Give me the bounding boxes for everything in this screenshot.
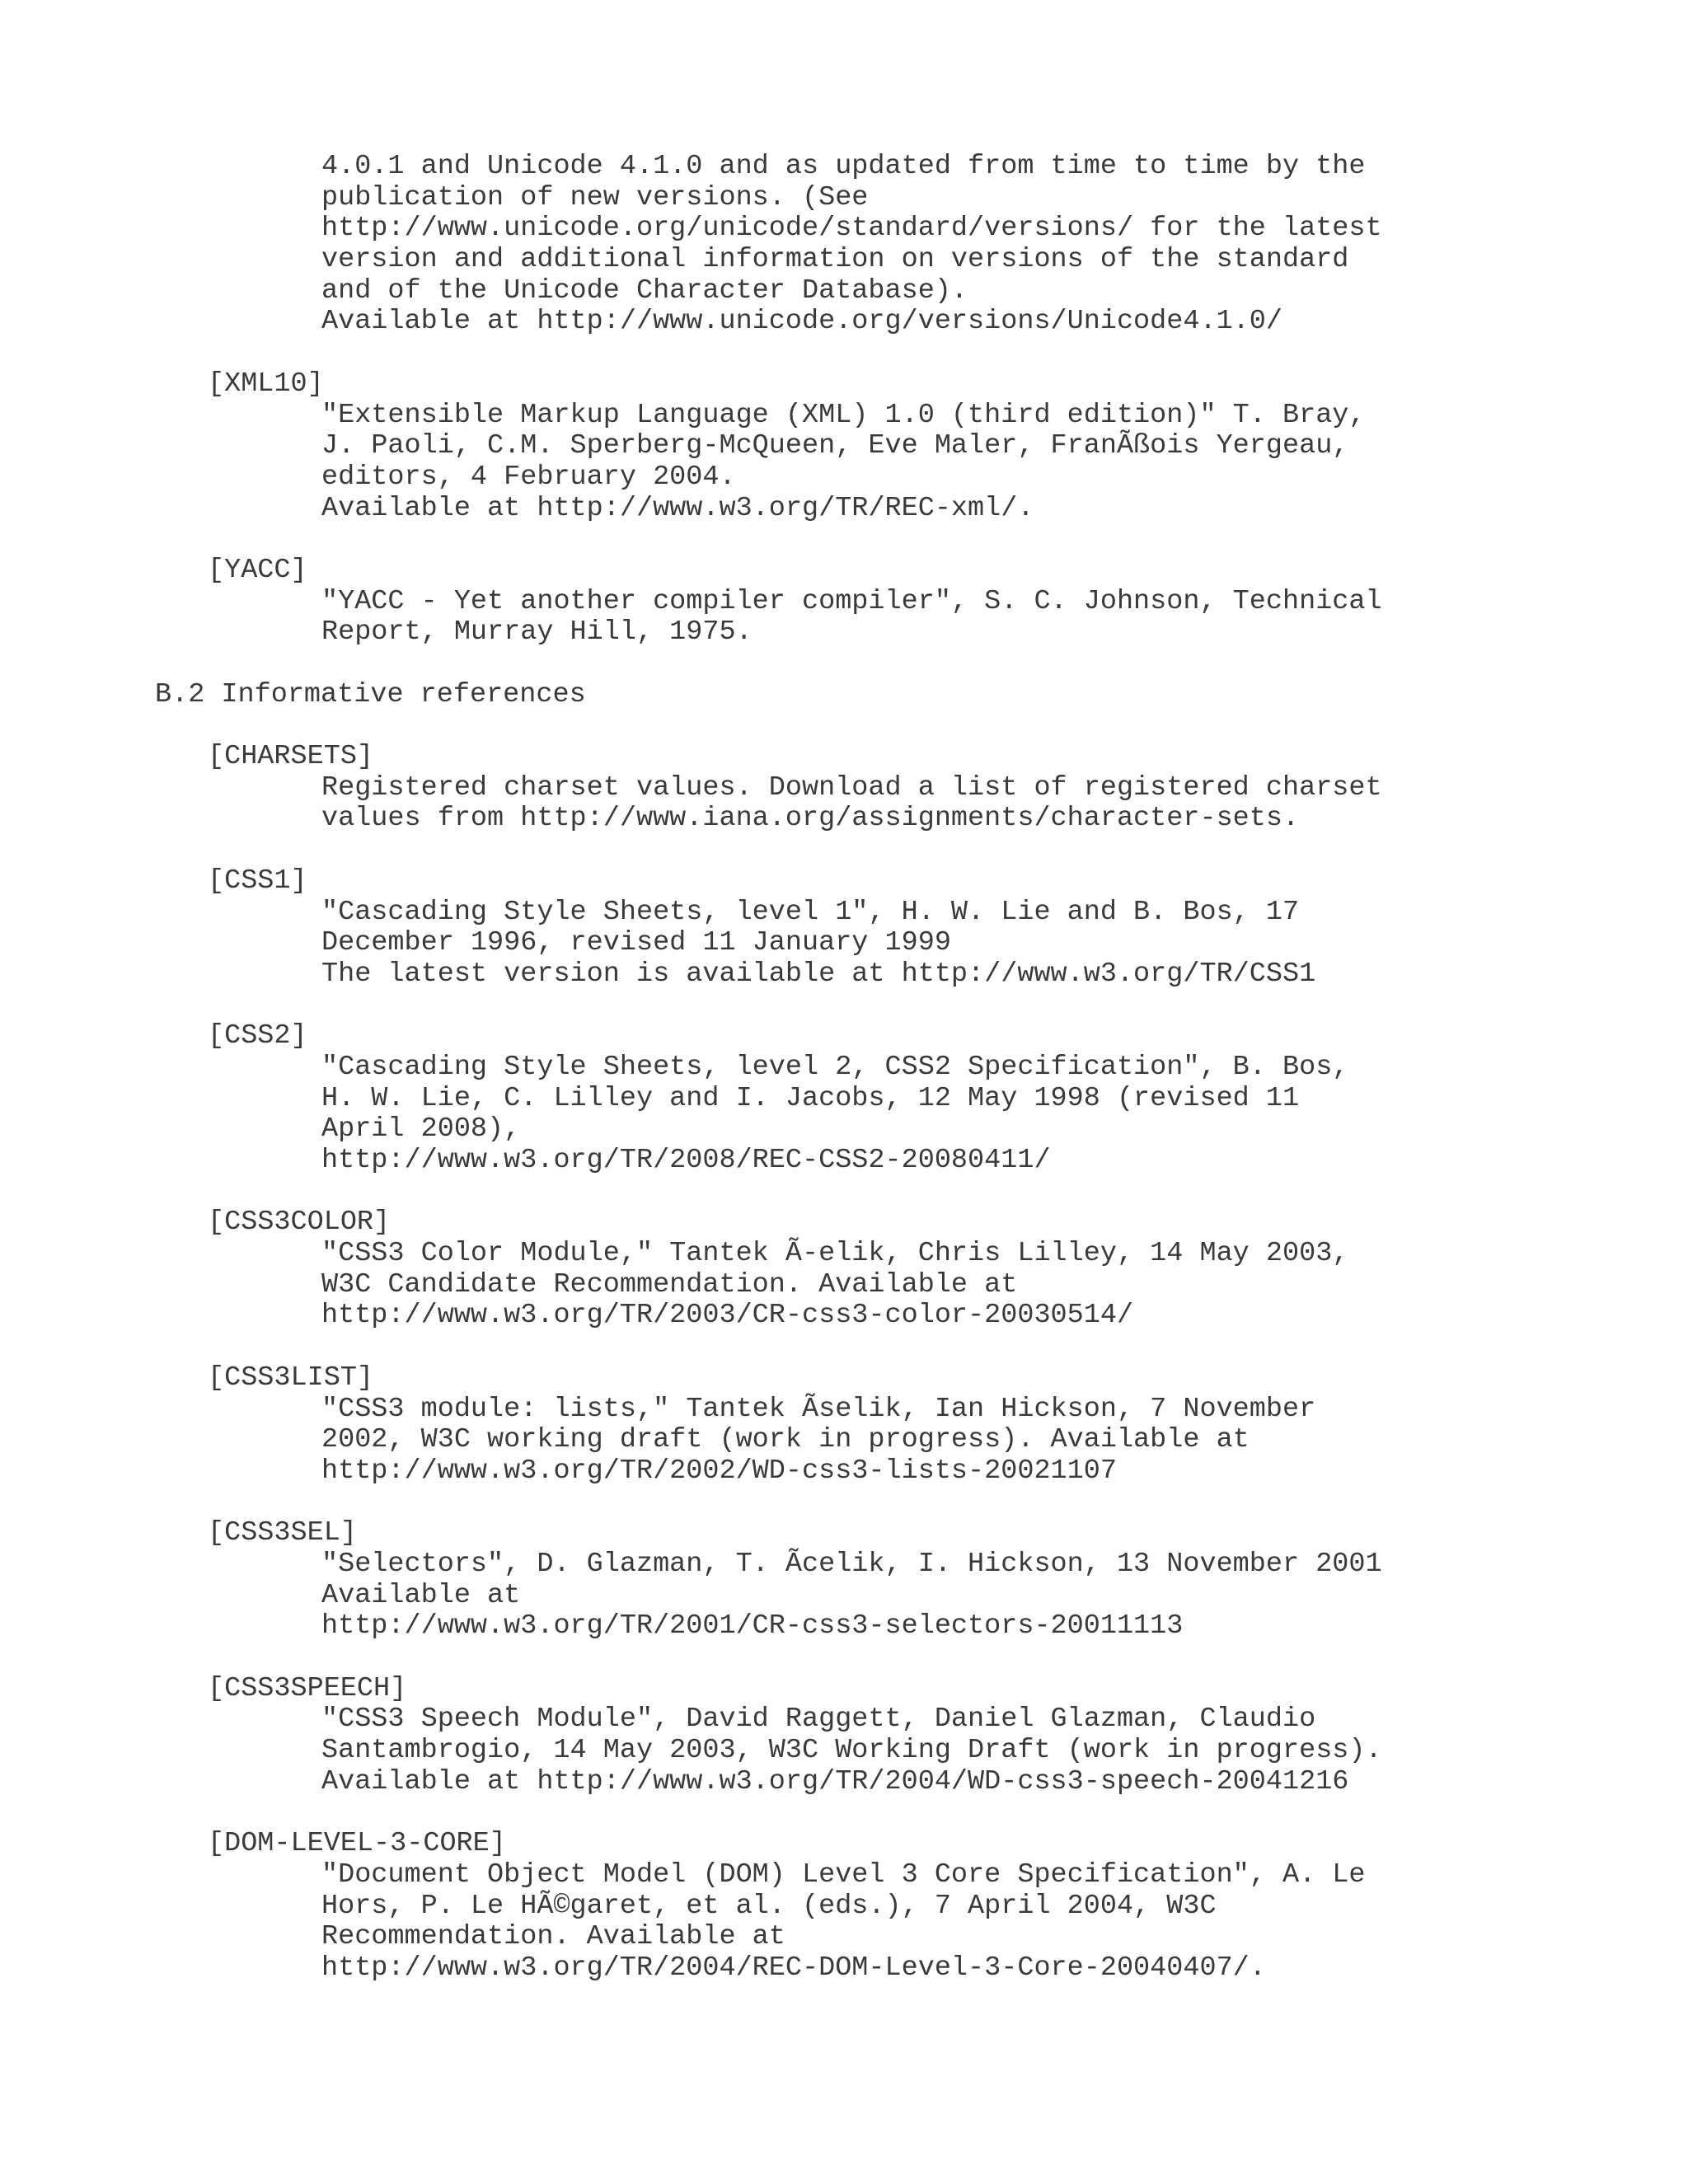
reference-label: [CSS3LIST]	[208, 1361, 374, 1394]
reference-text-line: "Selectors", D. Glazman, T. Ãcelik, I. Hickson, 13 November 2001	[321, 1548, 1382, 1580]
reference-text-line: December 1996, revised 11 January 1999	[321, 927, 951, 959]
reference-text-line: J. Paoli, C.M. Sperberg-McQueen, Eve Maler, FranÃßois Yergeau,	[321, 430, 1349, 462]
reference-text-line: "Cascading Style Sheets, level 1", H. W. Lie and B. Bos, 17	[321, 896, 1300, 928]
reference-text-line: "Document Object Model (DOM) Level 3 Core Specification", A. Le	[321, 1858, 1366, 1891]
reference-label: [CSS3COLOR]	[208, 1207, 391, 1239]
reference-text-line: "Cascading Style Sheets, level 2, CSS2 Specification", B. Bos,	[321, 1051, 1349, 1083]
text-line: and of the Unicode Character Database).	[321, 274, 968, 307]
reference-text-line: Available at	[321, 1579, 521, 1611]
reference-text-line: "YACC - Yet another compiler compiler", S. C. Johnson, Technical	[321, 585, 1382, 617]
reference-text-line: http://www.w3.org/TR/2001/CR-css3-selectors-20011113	[321, 1610, 1184, 1643]
reference-label: [CSS3SEL]	[208, 1517, 357, 1549]
reference-xml10	[155, 369, 1606, 524]
reference-label: [XML10]	[208, 368, 324, 400]
reference-text-line: Report, Murray Hill, 1975.	[321, 616, 753, 649]
reference-text-line: H. W. Lie, C. Lilley and I. Jacobs, 12 May 1998 (revised 11	[321, 1082, 1300, 1114]
reference-text-line: Recommendation. Available at	[321, 1921, 785, 1953]
reference-text-line: http://www.w3.org/TR/2003/CR-css3-color-20030514/	[321, 1300, 1134, 1332]
reference-label: [CSS2]	[208, 1020, 307, 1052]
reference-label: [DOM-LEVEL-3-CORE]	[208, 1828, 506, 1860]
intro-continuation	[155, 152, 1606, 338]
reference-yacc	[155, 555, 1606, 649]
reference-text-line: editors, 4 February 2004.	[321, 461, 736, 493]
reference-dom-level-3-core	[155, 1829, 1606, 1984]
reference-css2	[155, 1021, 1606, 1176]
reference-label: [CHARSETS]	[208, 741, 374, 773]
reference-label: [CSS1]	[208, 865, 307, 897]
reference-text-line: 2002, W3C working draft (work in progress). Available at	[321, 1424, 1250, 1456]
reference-text-line: "CSS3 Speech Module", David Raggett, Daniel Glazman, Claudio	[321, 1704, 1316, 1736]
text-line: http://www.unicode.org/unicode/standard/versions/ for the latest	[321, 213, 1382, 245]
reference-text-line: "CSS3 module: lists," Tantek Ãselik, Ian Hickson, 7 November	[321, 1393, 1316, 1425]
reference-charsets	[155, 742, 1606, 835]
section-heading: B.2 Informative references	[155, 678, 586, 710]
reference-css3color	[155, 1207, 1606, 1332]
reference-text-line: Available at http://www.w3.org/TR/2004/WD-css3-speech-20041216	[321, 1765, 1349, 1797]
document-page	[155, 152, 1606, 1985]
reference-text-line: values from http://www.iana.org/assignments/character-sets.	[321, 803, 1300, 835]
text-line: Available at http://www.unicode.org/versions/Unicode4.1.0/	[321, 306, 1282, 338]
reference-text-line: "Extensible Markup Language (XML) 1.0 (third edition)" T. Bray,	[321, 399, 1366, 431]
reference-css3speech	[155, 1674, 1606, 1798]
reference-text-line: April 2008),	[321, 1113, 521, 1146]
reference-css3sel	[155, 1518, 1606, 1643]
reference-text-line: Registered charset values. Download a list of registered charset	[321, 771, 1382, 804]
reference-text-line: W3C Candidate Recommendation. Available at	[321, 1268, 1018, 1301]
reference-text-line: http://www.w3.org/TR/2008/REC-CSS2-20080411/	[321, 1145, 1051, 1176]
reference-text-line: Santambrogio, 14 May 2003, W3C Working Draft (work in progress).	[321, 1735, 1382, 1767]
reference-css1	[155, 866, 1606, 991]
reference-label: [CSS3SPEECH]	[208, 1672, 407, 1704]
section-b2	[155, 680, 1606, 711]
reference-label: [YACC]	[208, 554, 307, 586]
reference-text-line: The latest version is available at http://www.w3.org/TR/CSS1	[321, 958, 1316, 990]
reference-text-line: Available at http://www.w3.org/TR/REC-xml/.	[321, 492, 1034, 524]
reference-text-line: Hors, P. Le HÃ©garet, et al. (eds.), 7 April 2004, W3C	[321, 1890, 1217, 1922]
reference-text-line: http://www.w3.org/TR/2002/WD-css3-lists-20021107	[321, 1455, 1117, 1487]
reference-css3list	[155, 1363, 1606, 1488]
reference-text-line: "CSS3 Color Module," Tantek Ã-elik, Chris Lilley, 14 May 2003,	[321, 1238, 1349, 1270]
reference-text-line: http://www.w3.org/TR/2004/REC-DOM-Level-3-Core-20040407/.	[321, 1952, 1266, 1984]
text-line: 4.0.1 and Unicode 4.1.0 and as updated from time to time by the	[321, 151, 1366, 182]
text-line: version and additional information on versions of the standard	[321, 244, 1349, 276]
text-line: publication of new versions. (See	[321, 181, 869, 213]
